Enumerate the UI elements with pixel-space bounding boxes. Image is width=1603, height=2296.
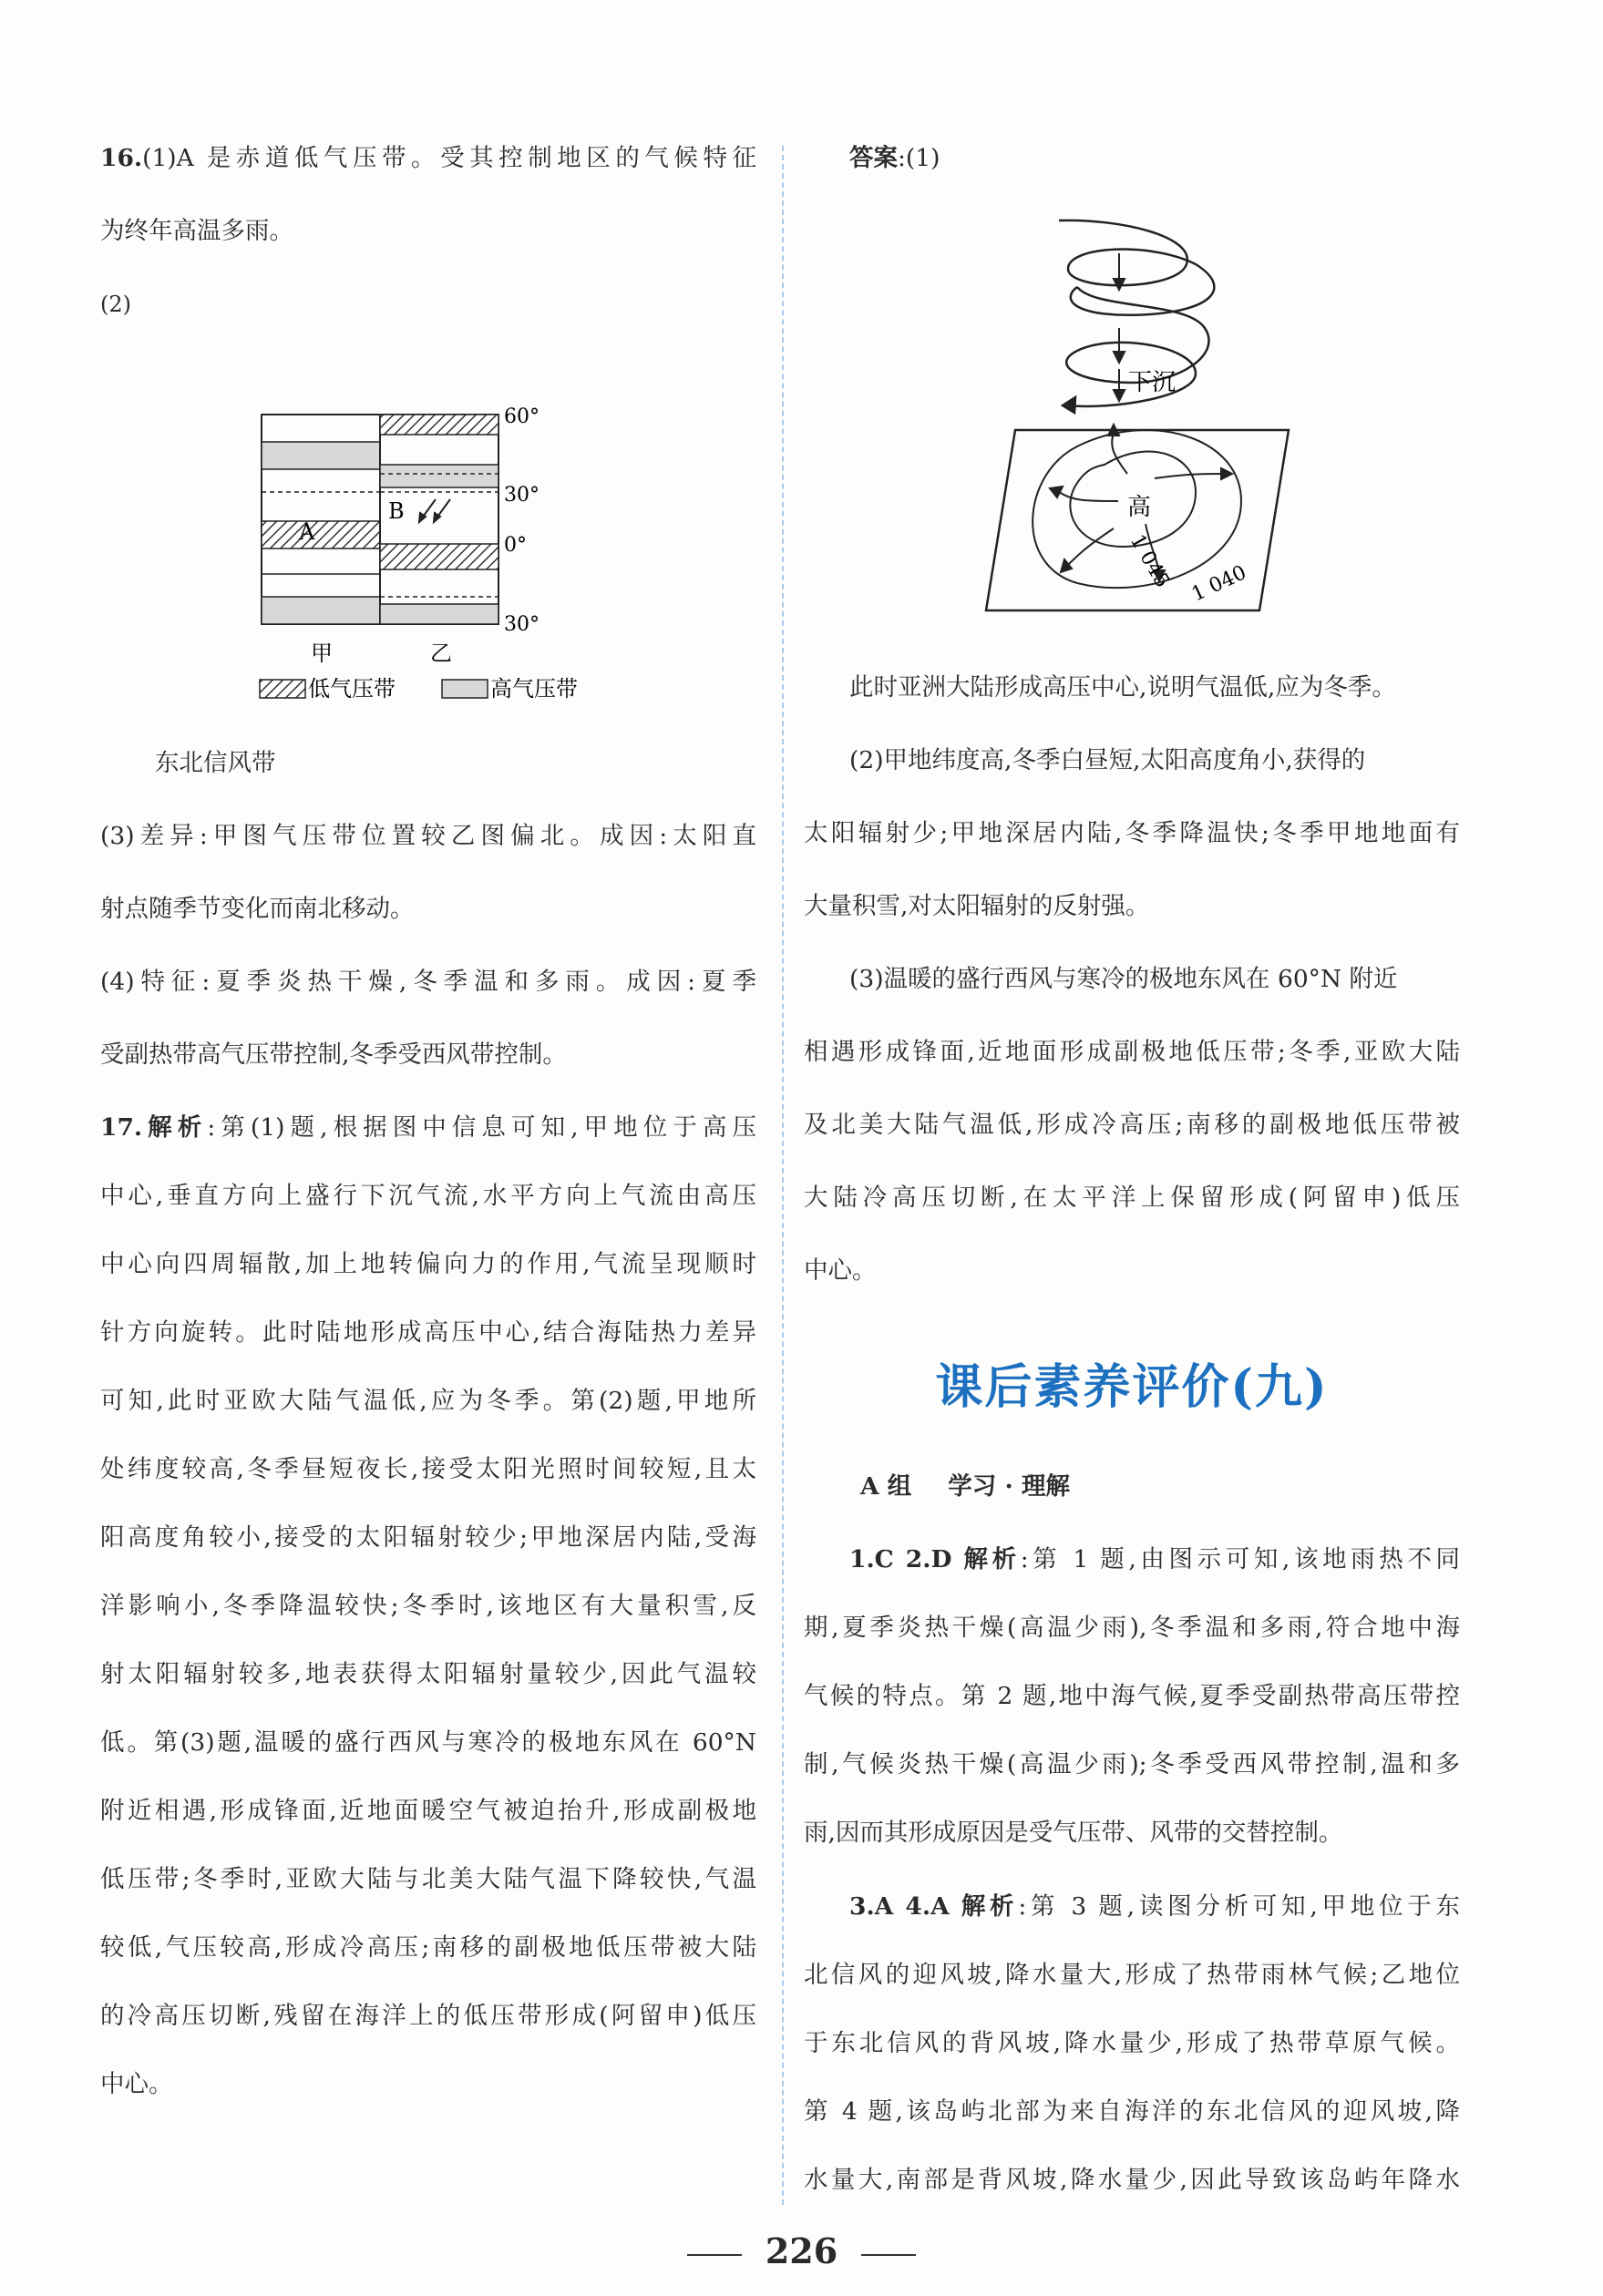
q3-4-line-4: 第 4 题,该岛屿北部为来自海洋的东北信风的迎风坡,降 [804,2097,1460,2126]
section-title: 课后素养评价(九) [935,1359,1329,1415]
sink-label: 下沉 [1128,369,1177,396]
q3-4-line-2: 北信风的迎风坡,降水量大,形成了热带雨林气候;乙地位 [804,1961,1460,1989]
q17-line-10: 低。第(3)题,温暖的盛行西风与寒冷的极地东风在 60°N [100,1728,756,1757]
q1-2-line-1: 1.C 2.D 解析:第 1 题,由图示可知,该地雨热不同 [849,1545,1460,1573]
q16-part4-line-2: 受副热带高气压带控制,冬季受西风带控制。 [100,1040,567,1069]
page-number: 226 [0,2230,1603,2271]
q17-line-13: 较低,气压较高,形成冷高压;南移的副极地低压带被大陆 [100,1933,756,1962]
pressure-belt-diagram [100,346,756,729]
q17-line-6: 处纬度较高,冬季昼短夜长,接受太阳光照时间较短,且太 [100,1455,756,1483]
r-line-4: 大量积雪,对太阳辐射的反射强。 [804,892,1150,920]
q3-4-line-5: 水量大,南部是背风坡,降水量少,因此导致该岛屿年降水 [804,2166,1460,2194]
diagram-yi [380,415,498,624]
q16-line-2: 为终年高温多雨。 [100,217,293,245]
yi-low-belt-north [380,415,498,435]
lat-0: 0° [504,534,527,557]
q17-line-7: 阳高度角较小,接受的太阳辐射较少;甲地深居内陆,受海 [100,1523,756,1552]
lat-60: 60° [504,405,539,428]
legend-high-swatch [442,680,488,698]
r-line-8: 大陆冷高压切断,在太平洋上保留形成(阿留申)低压 [804,1184,1460,1212]
q17-line-9: 射太阳辐射较多,地表获得太阳辐射量较少,因此气温较 [100,1660,756,1688]
label-a: A [299,519,315,545]
jia-low-belt-a [262,521,380,548]
r-line-5: (3)温暖的盛行西风与寒冷的极地东风在 60°N 附近 [849,965,1398,993]
yi-high-belt-south [380,604,498,624]
q3-4-line-3: 于东北信风的背风坡,降水量少,形成了热带草原气候。 [804,2029,1460,2057]
q1-2-line-3: 气候的特点。第 2 题,地中海气候,夏季受副热带高压带控 [804,1682,1460,1710]
answer-heading: 答案:(1) [849,144,940,172]
column-divider [782,146,784,2205]
q16-part4-line-1: (4)特征:夏季炎热干燥,冬季温和多雨。成因:夏季 [100,968,756,996]
r-line-1: 此时亚洲大陆形成高压中心,说明气温低,应为冬季。 [849,673,1396,702]
q17-line-2: 中心,垂直方向上盛行下沉气流,水平方向上气流由高压 [100,1182,756,1210]
group-a-heading: A 组 学习 · 理解 [860,1472,1070,1501]
q17-line-3: 中心向四周辐散,加上地转偏向力的作用,气流呈现顺时 [100,1250,756,1278]
jia-high-belt-north [262,442,380,469]
legend-high: 高气压带 [490,676,578,702]
col-jia: 甲 [311,641,333,666]
q17-line-12: 低压带;冬季时,亚欧大陆与北美大陆气温下降较快,气温 [100,1865,756,1893]
q17-line-4: 针方向旋转。此时陆地形成高压中心,结合海陆热力差异 [100,1318,756,1347]
legend-low: 低气压带 [308,676,396,702]
col-yi: 乙 [430,641,452,666]
r-line-3: 太阳辐射少;甲地深居内陆,冬季降温快;冬季甲地地面有 [804,819,1460,847]
q16-part3-line-2: 射点随季节变化而南北移动。 [100,895,415,923]
q16-wind-answer: 东北信风带 [155,749,276,777]
high-label: 高 [1127,494,1152,521]
yi-low-belt [380,544,498,569]
high-pressure-diagram [804,200,1460,656]
down-arrows [1114,253,1125,401]
legend-low-swatch [260,680,305,698]
q17-line-5: 可知,此时亚欧大陆气温低,应为冬季。第(2)题,甲地所 [100,1387,756,1415]
wind-arrows [419,499,450,522]
lat-30s: 30° [504,613,539,636]
q17-line-11: 附近相遇,形成锋面,近地面暖空气被迫抬升,形成副极地 [100,1797,756,1825]
q16-part2-label: (2) [100,292,131,317]
q1-2-line-2: 期,夏季炎热干燥(高温少雨),冬季温和多雨,符合地中海 [804,1614,1460,1642]
q1-2-line-4: 制,气候炎热干燥(高温少雨);冬季受西风带控制,温和多 [804,1750,1460,1778]
label-b: B [388,498,405,524]
r-line-6: 相遇形成锋面,近地面形成副极地低压带;冬季,亚欧大陆 [804,1038,1460,1066]
yi-high-belt-north [380,465,498,487]
q17-line-15: 中心。 [100,2070,173,2098]
r-line-9: 中心。 [804,1256,877,1285]
jia-high-belt-south [262,597,380,624]
lat-30n: 30° [504,484,539,507]
q17-line-14: 的冷高压切断,残留在海洋上的低压带形成(阿留申)低压 [100,2002,756,2030]
q3-4-line-1: 3.A 4.A 解析:第 3 题,读图分析可知,甲地位于东 [849,1892,1460,1921]
diagram-jia [262,415,380,624]
q16-line-1: 16.(1)A 是赤道低气压带。受其控制地区的气候特征 [100,144,756,172]
isobar-1040: 1 040 [1187,561,1250,607]
q17-line-8: 洋影响小,冬季降温较快;冬季时,该地区有大量积雪,反 [100,1592,756,1620]
r-line-7: 及北美大陆气温低,形成冷高压;南移的副极地低压带被 [804,1111,1460,1139]
r-line-2: (2)甲地纬度高,冬季白昼短,太阳高度角小,获得的 [849,746,1366,774]
q16-part3-line-1: (3)差异:甲图气压带位置较乙图偏北。成因:太阳直 [100,822,756,850]
isobar-1045: 1 045 [1125,530,1174,592]
q1-2-line-5: 雨,因而其形成原因是受气压带、风带的交替控制。 [804,1819,1343,1847]
q17-line-1: 17.解析:第(1)题,根据图中信息可知,甲地位于高压 [100,1113,757,1142]
